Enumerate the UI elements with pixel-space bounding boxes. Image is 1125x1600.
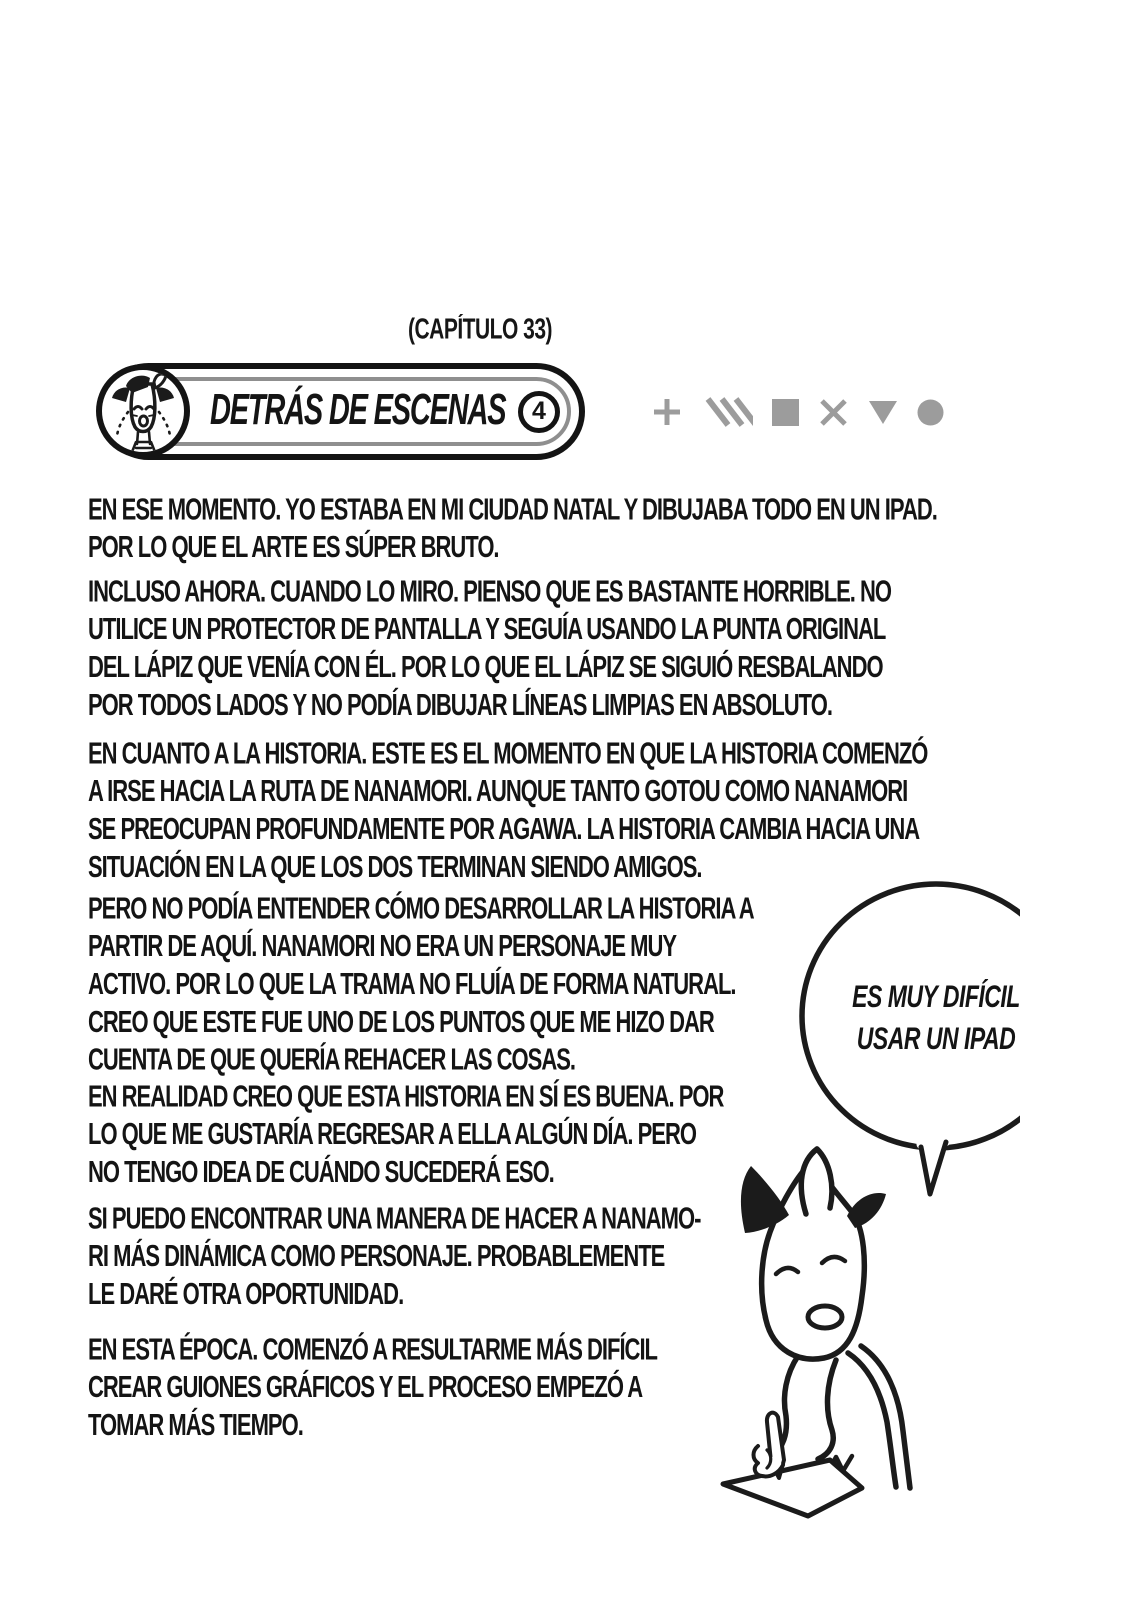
decorative-icons-row [650,392,944,432]
paragraph-1 [88,490,937,566]
text-line: UTILICE UN PROTECTOR DE PANTALLA Y SEGUÍA USANDO LA PUNTA ORIGINAL [88,611,886,647]
text-line: NO TENGO IDEA DE CUÁNDO SUCEDERÁ ESO. [88,1154,554,1189]
paragraph-6 [88,1199,700,1312]
text-line: DEL LÁPIZ QUE VENÍA CON ÉL. POR LO QUE EL LÁPIZ SE SIGUIÓ RESBALANDO [88,649,883,684]
banner-number-badge [518,391,560,433]
cow-avatar-badge [96,364,190,458]
paper-icon [723,1460,862,1516]
text-line: SITUACIÓN EN LA QUE LOS DOS TERMINAN SIENDO AMIGOS. [88,848,702,884]
text-line: INCLUSO AHORA. CUANDO LO MIRO. PIENSO QUE ES BASTANTE HORRIBLE. NO [88,573,892,609]
text-line: EN ESE MOMENTO. YO ESTABA EN MI CIUDAD NATAL Y DIBUJABA TODO EN UN IPAD. [88,491,937,527]
text-line: A IRSE HACIA LA RUTA DE NANAMORI. AUNQUE TANTO GOTOU COMO NANAMORI [88,773,908,809]
text-line: TOMAR MÁS TIEMPO. [88,1407,303,1442]
paragraph-3 [88,734,927,885]
bubble-line: USAR UN IPAD [856,1020,1016,1056]
text-line: PARTIR DE AQUÍ. NANAMORI NO ERA UN PERSONAJE MUY [88,928,677,964]
text-line: RI MÁS DINÁMICA COMO PERSONAJE. PROBABLEMENTE [88,1238,665,1274]
text-line: EN ESTA ÉPOCA. COMENZÓ A RESULTARME MÁS DIFÍCIL [88,1331,657,1367]
bubble-line: ES MUY DIFÍCIL [852,978,1020,1014]
banner-title: DETRÁS DE ESCENAS [210,386,506,435]
diagonal-lines-icon [703,395,753,429]
circle-icon [917,399,944,426]
pen-icon [754,1413,785,1478]
cross-icon [818,397,849,428]
text-line: EN CUANTO A LA HISTORIA. ESTE ES EL MOMENTO EN QUE LA HISTORIA COMENZÓ [88,735,928,771]
plus-icon [650,395,684,429]
paragraph-4 [88,889,754,1078]
paragraph-7 [88,1330,657,1443]
paragraph-5 [88,1077,723,1190]
square-icon [772,399,799,426]
text-line: POR TODOS LADOS Y NO PODÍA DIBUJAR LÍNEAS LIMPIAS EN ABSOLUTO. [88,686,832,722]
speech-bubble-text [802,976,1070,1060]
text-line: EN REALIDAD CREO QUE ESTA HISTORIA EN SÍ ES BUENA. POR [88,1078,724,1114]
text-line: POR LO QUE EL ARTE ES SÚPER BRUTO. [88,529,499,565]
triangle-down-icon [868,398,898,426]
chapter-title: (CAPÍTULO 33) [408,314,553,346]
cow-illustration [690,870,1020,1540]
paragraph-2 [88,572,891,723]
text-line: LE DARÉ OTRA OPORTUNIDAD. [88,1276,404,1311]
text-line: CREAR GUIONES GRÁFICOS Y EL PROCESO EMPEZÓ A [88,1369,643,1405]
banner-number: 4 [532,397,546,425]
text-line: SI PUEDO ENCONTRAR UNA MANERA DE HACER A NANAMO- [88,1200,701,1236]
text-line: SE PREOCUPAN PROFUNDAMENTE POR AGAWA. LA HISTORIA CAMBIA HACIA UNA [88,811,920,846]
text-line: PERO NO PODÍA ENTENDER CÓMO DESARROLLAR LA HISTORIA A [88,890,754,926]
cow-face-icon [102,370,184,452]
text-line: ACTIVO. POR LO QUE LA TRAMA NO FLUÍA DE FORMA NATURAL. [88,966,736,1001]
text-line: CUENTA DE QUE QUERÍA REHACER LAS COSAS. [88,1041,576,1077]
text-line: LO QUE ME GUSTARÍA REGRESAR A ELLA ALGÚN DÍA. PERO [88,1116,696,1152]
cow-character [741,1149,910,1488]
text-line: CREO QUE ESTE FUE UNO DE LOS PUNTOS QUE ME HIZO DAR [88,1003,714,1039]
